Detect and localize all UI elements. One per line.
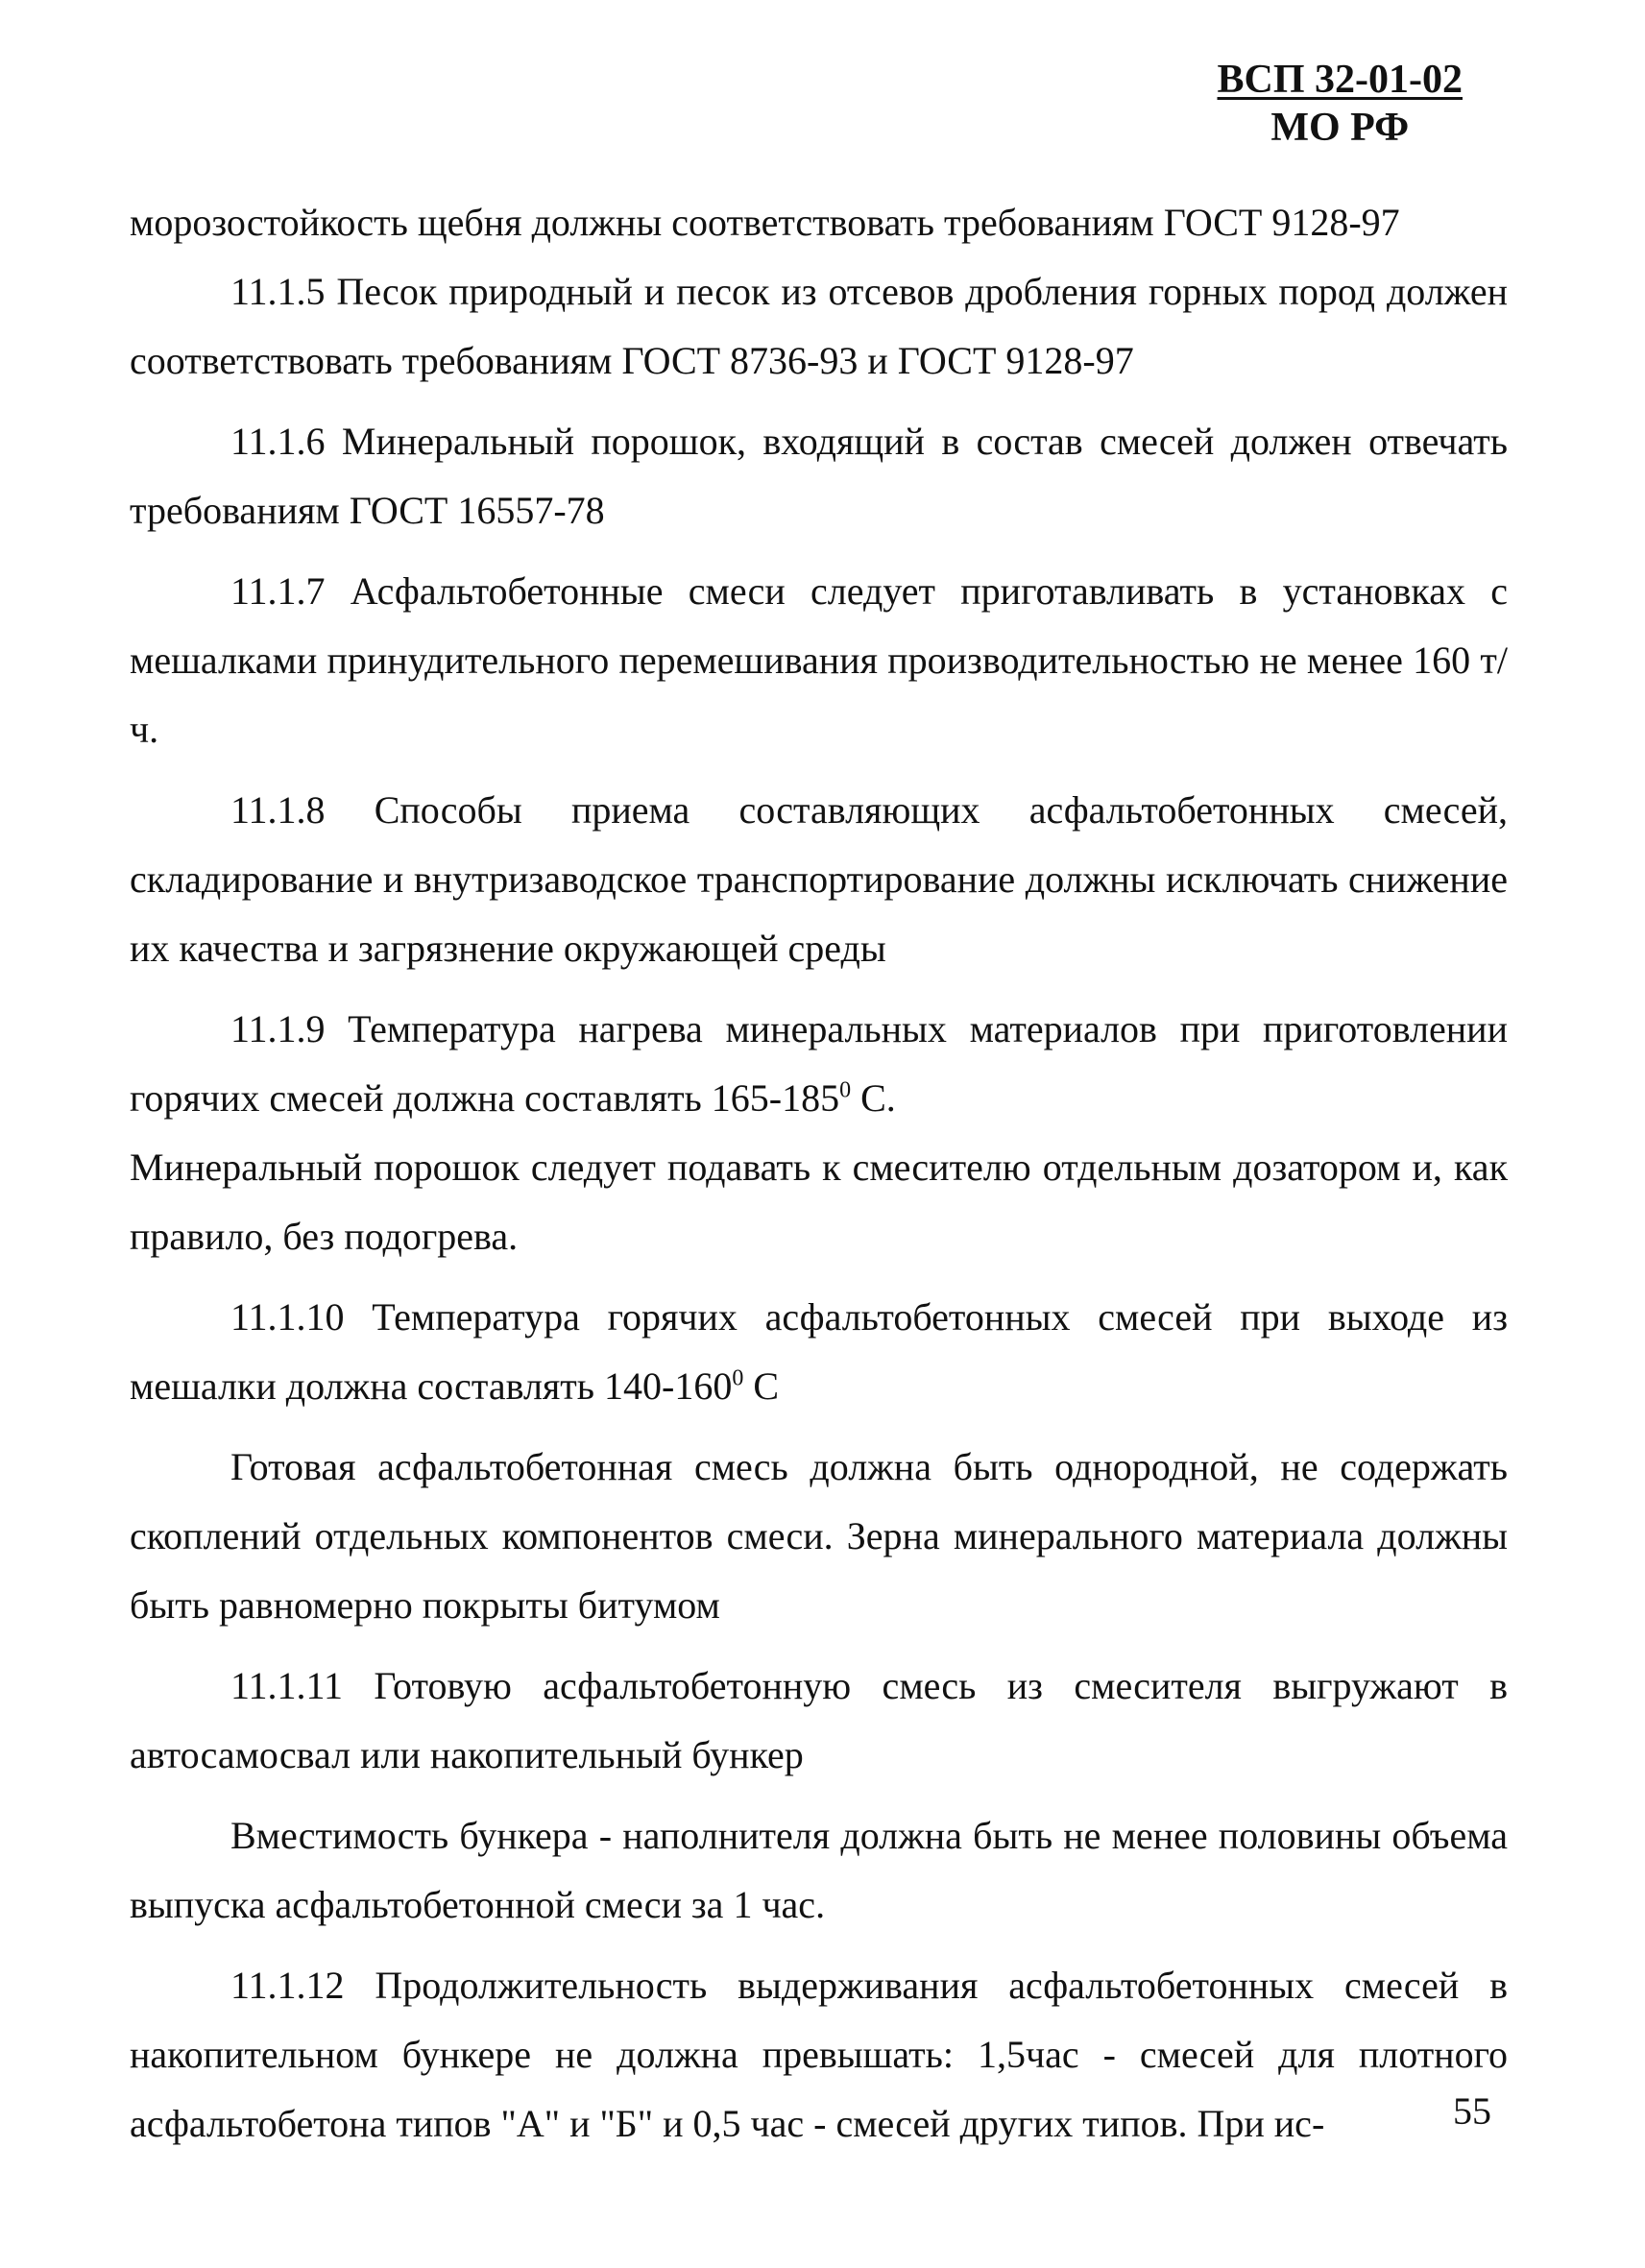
document-header (1218, 56, 1464, 152)
degree-superscript: 0 (839, 1077, 852, 1103)
paragraph-11-1-7: 11.1.7 Асфальтобетонные смеси следует приготавливать в установках с мешалками принудительного перемешивания производительностью не менее 160 т/ч. (130, 569, 1508, 751)
paragraph-mineral-powder: Минеральный порошок следует подавать к смесителю отдельным дозатором и, как правило, без подогрева. (130, 1146, 1508, 1258)
body-text (130, 188, 1508, 2159)
paragraph-11-1-10-text: 11.1.10 Температура горячих асфальтобетонных смесей при выходе из мешалки должна составлять 140-160 (130, 1295, 1508, 1408)
degree-superscript: 0 (732, 1365, 744, 1391)
degree-unit: С (743, 1364, 780, 1408)
organization-label: МО РФ (1270, 106, 1410, 150)
paragraph-11-1-12: 11.1.12 Продолжительность выдерживания асфальтобетонных смесей в накопительном бункере не должна превышать: 1,5час - смесей для плотного асфальтобетона типов "А" и "Б" и 0,5 час - смесей других типов. При ис- (130, 1964, 1508, 2145)
paragraph-11-1-8: 11.1.8 Способы приема составляющих асфальтобетонных смесей, складирование и внутризаводское транспортирование должны исключать снижение их качества и загрязнение окружающей среды (130, 788, 1508, 970)
paragraph-11-1-5: 11.1.5 Песок природный и песок из отсевов дробления горных пород должен соответствовать требованиям ГОСТ 8736-93 и ГОСТ 9128-97 (130, 270, 1508, 382)
paragraph-bunker-capacity: Вместимость бункера - наполнителя должна быть не менее половины объема выпуска асфальтобетонной смеси за 1 час. (130, 1814, 1508, 1926)
paragraph-11-1-6: 11.1.6 Минеральный порошок, входящий в состав смесей должен отвечать требованиям ГОСТ 16557-78 (130, 420, 1508, 532)
paragraph-11-1-10 (130, 1283, 1508, 1421)
page-number: 55 (1453, 2089, 1491, 2133)
paragraph-11-1-9 (130, 995, 1508, 1133)
paragraph-11-1-9-text: 11.1.9 Температура нагрева минеральных материалов при приготовлении горячих смесей должна составлять 165-185 (130, 1007, 1508, 1120)
degree-unit: С. (851, 1076, 896, 1120)
paragraph-11-1-11: 11.1.11 Готовую асфальтобетонную смесь из смесителя выгружают в автосамосвал или накопительный бункер (130, 1664, 1508, 1776)
paragraph-continuation: морозостойкость щебня должны соответствовать требованиям ГОСТ 9128-97 (130, 201, 1400, 244)
paragraph-ready-mix: Готовая асфальтобетонная смесь должна быть однородной, не содержать скоплений отдельных компонентов смеси. Зерна минерального материала должны быть равномерно покрыты битумом (130, 1445, 1508, 1627)
standard-code: ВСП 32-01-02 (1217, 58, 1463, 102)
